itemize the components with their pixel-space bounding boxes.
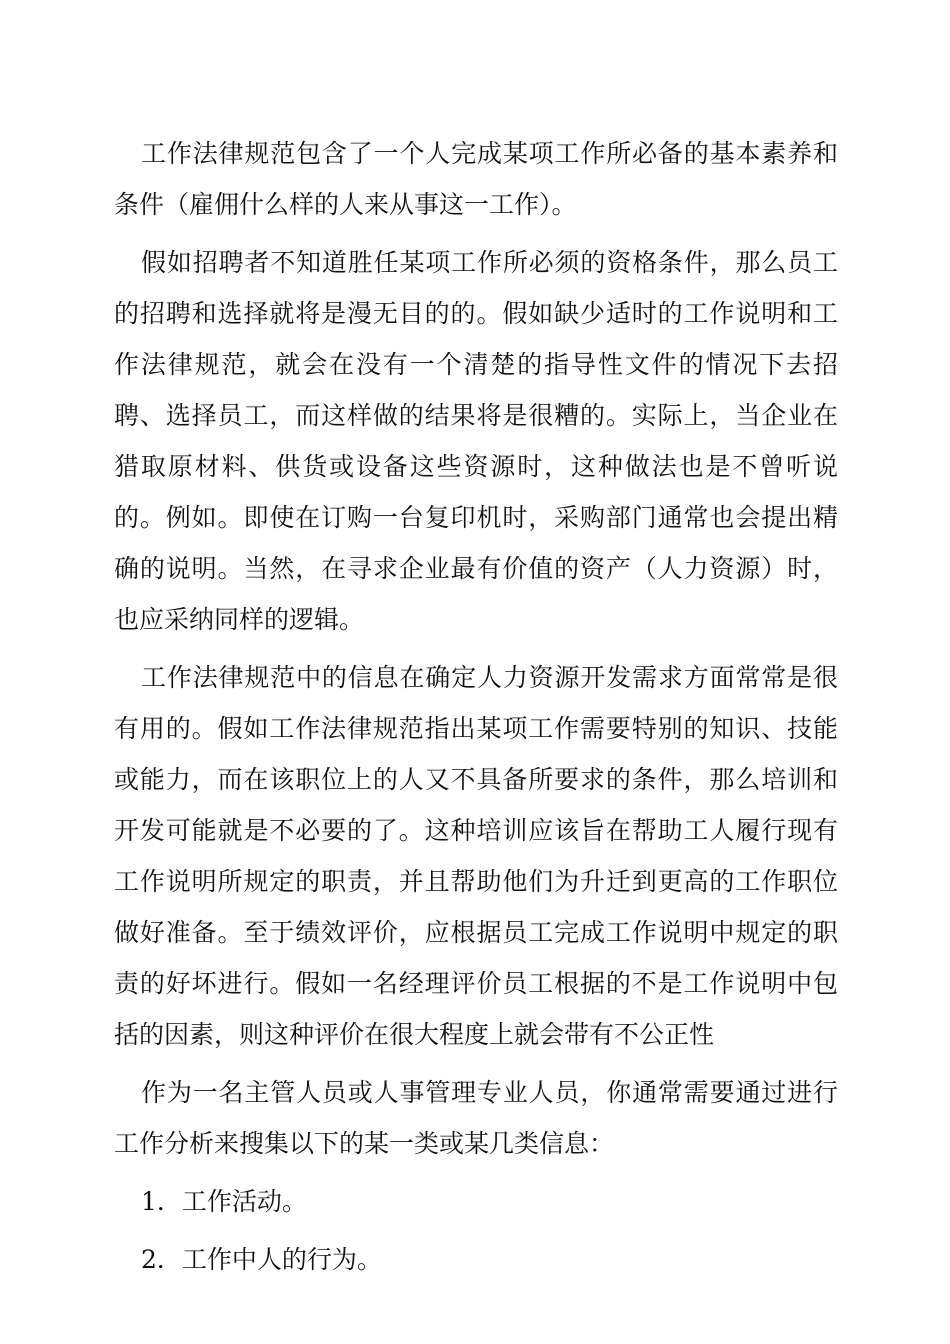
paragraph-development: 工作法律规范中的信息在确定人力资源开发需求方面常常是很有用的。假如工作法律规范指出某项工作需要特别的知识、技能或能力，而在该职位上的人又不具备所要求的条件，那么培训和开发可能就是不必要的了。这种培训应该旨在帮助工人履行现有工作说明所规定的职责，并且帮助他们为升迁到更高的工作职位做好准备。至于绩效评价，应根据员工完成工作说明中规定的职责的好坏进行。假如一名经理评价员工根据的不是工作说明中包括的因素，则这种评价在很大程度上就会带有不公正性 — [114, 663, 838, 1049]
document-page — [114, 128, 838, 1292]
list-item-text: 工作中人的行为。 — [181, 1245, 382, 1274]
list-item — [114, 1234, 838, 1285]
paragraph-job-specification: 工作法律规范包含了一个人完成某项工作所必备的基本素养和条件（雇佣什么样的人来从事这一工作）。 — [114, 139, 838, 219]
paragraph-job-analysis: 作为一名主管人员或人事管理专业人员，你通常需要通过进行工作分析来搜集以下的某一类或某几类信息： — [114, 1078, 838, 1158]
list-item-text: 工作活动。 — [181, 1187, 307, 1216]
list-item-number: 1． — [141, 1187, 182, 1216]
list-item — [114, 1176, 838, 1227]
list-item-number: 2． — [141, 1245, 182, 1274]
paragraph-recruitment: 假如招聘者不知道胜任某项工作所必须的资格条件，那么员工的招聘和选择就将是漫无目的的。假如缺少适时的工作说明和工作法律规范，就会在没有一个清楚的指导性文件的情况下去招聘、选择员工，而这样做的结果将是很糟的。实际上，当企业在猎取原材料、供货或设备这些资源时，这种做法也是不曾听说的。例如。即使在订购一台复印机时，采购部门通常也会提出精确的说明。当然，在寻求企业最有价值的资产（人力资源）时，也应采纳同样的逻辑。 — [114, 248, 838, 634]
